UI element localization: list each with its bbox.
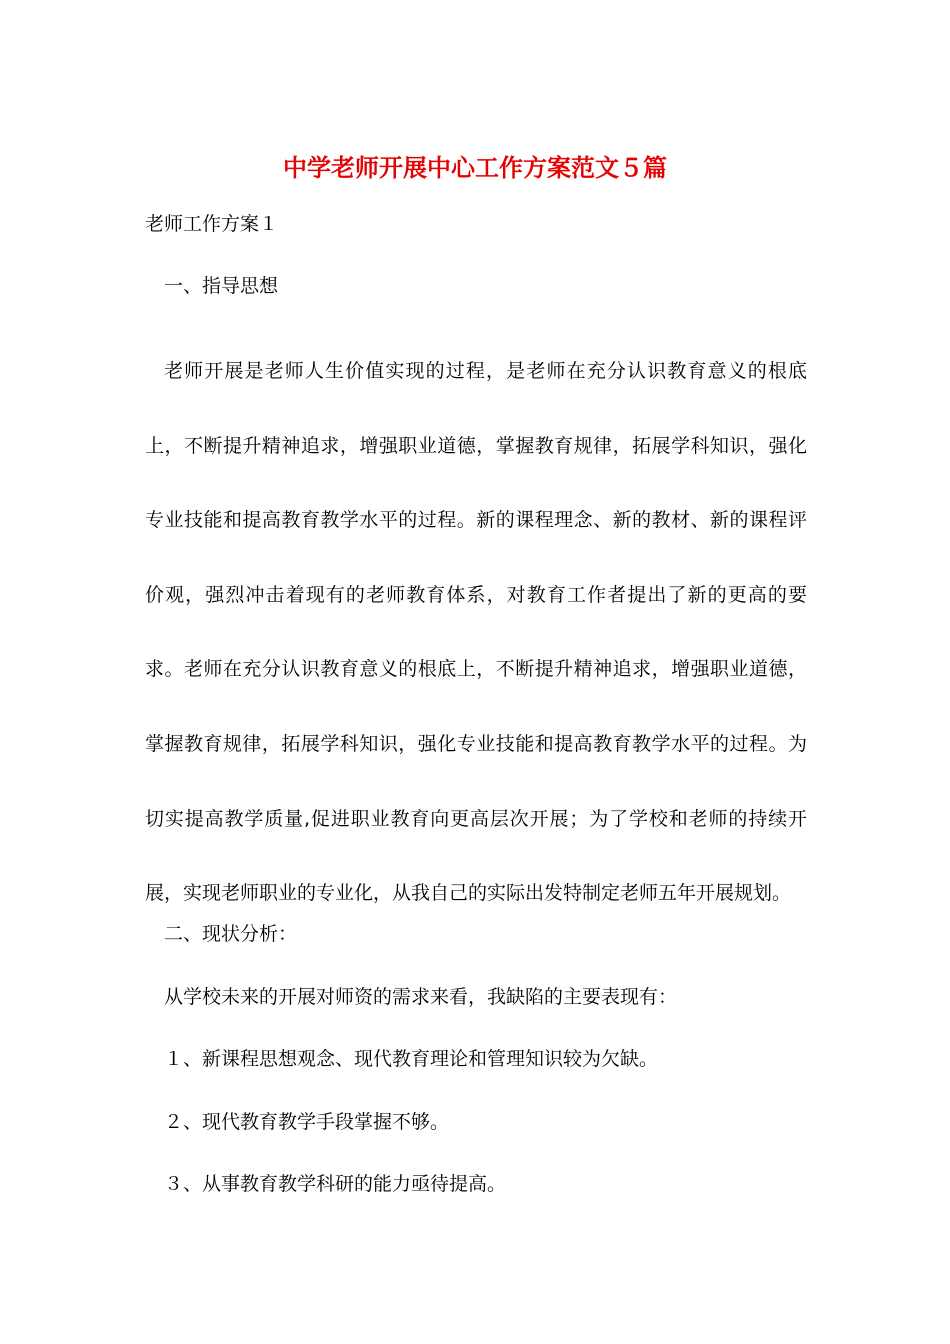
section1-heading: 一、指导思想 xyxy=(164,275,279,297)
document-title: 中学老师开展中心工作方案范文５篇 xyxy=(283,153,667,182)
list-item: ３、从事教育教学科研的能力亟待提高。 xyxy=(164,1173,507,1195)
section2-heading: 二、现状分析： xyxy=(164,923,298,945)
list-item: １、新课程思想观念、现代教育理论和管理知识较为欠缺。 xyxy=(164,1048,659,1070)
list-item: ２、现代教育教学手段掌握不够。 xyxy=(164,1111,450,1133)
section1-body: 老师开展是老师人生价值实现的过程，是老师在充分认识教育意义的根底上，不断提升精神追求，增强职业道德，掌握教育规律，拓展学科知识，强化专业技能和提高教育教学水平的过程。新的课程理念、新的教材、新的课程评价观，强烈冲击着现有的老师教育体系，对教育工作者提出了新的更高的要求。老师在充分认识教育意义的根底上，不断提升精神追求，增强职业道德，掌握教育规律，拓展学科知识，强化专业技能和提高教育教学水平的过程。为切实提高教学质量,促进职业教育向更高层次开展；为了学校和老师的持续开展，实现老师职业的专业化，从我自己的实际出发特制定老师五年开展规划。 xyxy=(145,360,807,905)
plan-heading: 老师工作方案１ xyxy=(145,213,279,235)
section2-intro: 从学校未来的开展对师资的需求来看，我缺陷的主要表现有： xyxy=(164,986,678,1008)
